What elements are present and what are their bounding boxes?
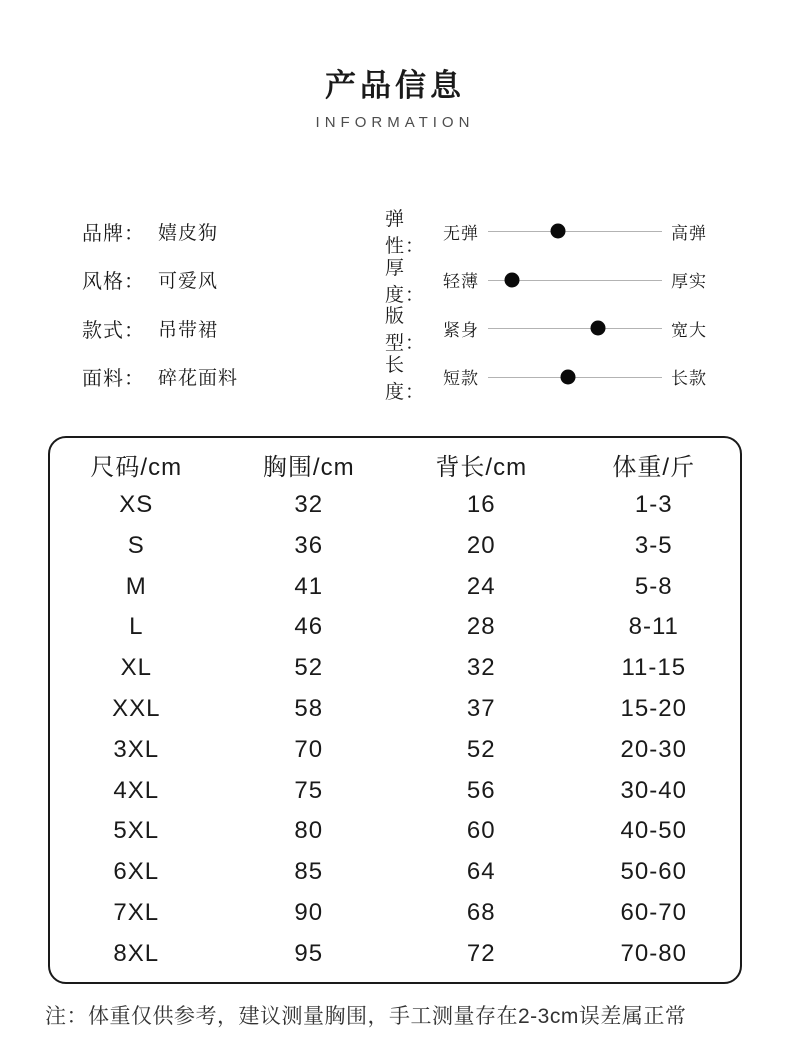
table-cell: 37 — [466, 694, 496, 722]
table-cell: 32 — [294, 491, 324, 519]
slider-min-label: 紧身 — [443, 320, 479, 340]
slider-max-label: 宽大 — [671, 320, 707, 340]
page-header — [0, 60, 790, 131]
table-cell: 60-70 — [620, 898, 687, 926]
table-cell: 4XL — [113, 776, 160, 804]
table-row — [50, 648, 740, 689]
table-row — [50, 770, 740, 811]
attribute-row — [82, 304, 332, 353]
table-cell: 68 — [466, 898, 496, 926]
page-subtitle: INFORMATION — [315, 114, 475, 131]
slider-max-label: 厚实 — [671, 272, 707, 292]
attribute-label: 面料： — [82, 368, 145, 391]
table-row — [50, 852, 740, 893]
slider-label: 长度： — [385, 354, 426, 403]
table-cell: 6XL — [113, 858, 160, 886]
slider-min-label: 无弹 — [443, 223, 479, 243]
attribute-label: 款式： — [82, 319, 145, 342]
attribute-value: 可爱风 — [158, 271, 219, 293]
table-row — [50, 566, 740, 607]
table-cell: 20-30 — [620, 735, 687, 763]
table-cell: XS — [119, 491, 154, 519]
table-cell: 3-5 — [634, 531, 673, 559]
slider-max-label: 长款 — [671, 369, 707, 389]
slider-list — [385, 207, 707, 401]
table-cell: 64 — [466, 858, 496, 886]
table-row — [50, 892, 740, 933]
table-cell: 56 — [466, 776, 496, 804]
table-cell: 8XL — [113, 939, 160, 967]
table-cell: L — [129, 613, 144, 641]
slider-line — [488, 231, 662, 232]
table-row — [50, 729, 740, 770]
size-table — [48, 436, 742, 984]
table-row — [50, 933, 740, 974]
table-cell: 30-40 — [620, 776, 687, 804]
table-cell: 5XL — [113, 817, 160, 845]
page-title: 产品信息 — [325, 68, 465, 103]
table-cell: 75 — [294, 776, 324, 804]
attribute-value: 吊带裙 — [158, 319, 219, 341]
table-row — [50, 689, 740, 730]
slider-track — [488, 320, 662, 336]
table-cell: 3XL — [113, 735, 160, 763]
table-cell: 24 — [466, 572, 496, 600]
slider-track — [488, 272, 662, 288]
table-cell: 85 — [294, 858, 324, 886]
slider-row — [385, 353, 707, 402]
table-cell: 15-20 — [620, 694, 687, 722]
table-cell: XXL — [112, 694, 161, 722]
table-cell: 50-60 — [620, 858, 687, 886]
slider-dot-icon — [550, 224, 565, 239]
slider-dot-icon — [561, 369, 576, 384]
table-cell: 95 — [294, 939, 324, 967]
slider-label: 版型： — [385, 306, 426, 355]
attribute-value: 嬉皮狗 — [158, 222, 219, 244]
table-header-cell: 背长/cm — [435, 453, 528, 481]
slider-label: 弹性： — [385, 209, 426, 258]
table-cell: 70-80 — [620, 939, 687, 967]
table-cell: 52 — [466, 735, 496, 763]
table-cell: 40-50 — [620, 817, 687, 845]
attribute-row — [82, 207, 332, 256]
table-row — [50, 607, 740, 648]
table-cell: 16 — [466, 491, 496, 519]
table-cell: 46 — [294, 613, 324, 641]
table-cell: 60 — [466, 817, 496, 845]
slider-min-label: 轻薄 — [443, 272, 479, 292]
table-cell: 52 — [294, 654, 324, 682]
table-cell: S — [127, 531, 145, 559]
table-header-cell: 胸围/cm — [262, 453, 355, 481]
table-header-row — [50, 444, 740, 485]
table-cell: 58 — [294, 694, 324, 722]
attribute-list — [82, 207, 332, 401]
table-cell: 8-11 — [628, 613, 679, 641]
table-cell: 11-15 — [621, 654, 687, 682]
slider-row — [385, 304, 707, 353]
slider-max-label: 高弹 — [671, 223, 707, 243]
table-cell: 5-8 — [634, 572, 673, 600]
table-row — [50, 485, 740, 526]
table-cell: XL — [120, 654, 152, 682]
slider-line — [488, 328, 662, 329]
note-text: 注：体重仅供参考，建议测量胸围，手工测量存在2-3cm误差属正常 — [45, 1005, 687, 1028]
slider-dot-icon — [505, 272, 520, 287]
table-cell: 7XL — [113, 898, 160, 926]
slider-label: 厚度： — [385, 257, 426, 306]
table-cell: 28 — [466, 613, 496, 641]
table-cell: 1-3 — [634, 491, 673, 519]
table-cell: 36 — [294, 531, 324, 559]
attribute-label: 品牌： — [82, 222, 145, 245]
attribute-label: 风格： — [82, 271, 145, 294]
attribute-row — [82, 256, 332, 305]
slider-track — [488, 223, 662, 239]
table-row — [50, 526, 740, 567]
slider-track — [488, 369, 662, 385]
table-row — [50, 811, 740, 852]
table-cell: 41 — [294, 572, 324, 600]
slider-dot-icon — [590, 321, 605, 336]
table-cell: 32 — [466, 654, 496, 682]
table-header-cell: 体重/斤 — [612, 453, 696, 481]
table-header-cell: 尺码/cm — [90, 453, 183, 481]
table-cell: 90 — [294, 898, 324, 926]
table-cell: 72 — [466, 939, 496, 967]
slider-min-label: 短款 — [443, 369, 479, 389]
table-cell: 20 — [466, 531, 496, 559]
slider-row — [385, 256, 707, 305]
attribute-value: 碎花面料 — [158, 368, 239, 390]
table-cell: 70 — [294, 735, 324, 763]
slider-row — [385, 207, 707, 256]
table-cell: M — [125, 572, 147, 600]
table-cell: 80 — [294, 817, 324, 845]
attribute-row — [82, 353, 332, 402]
